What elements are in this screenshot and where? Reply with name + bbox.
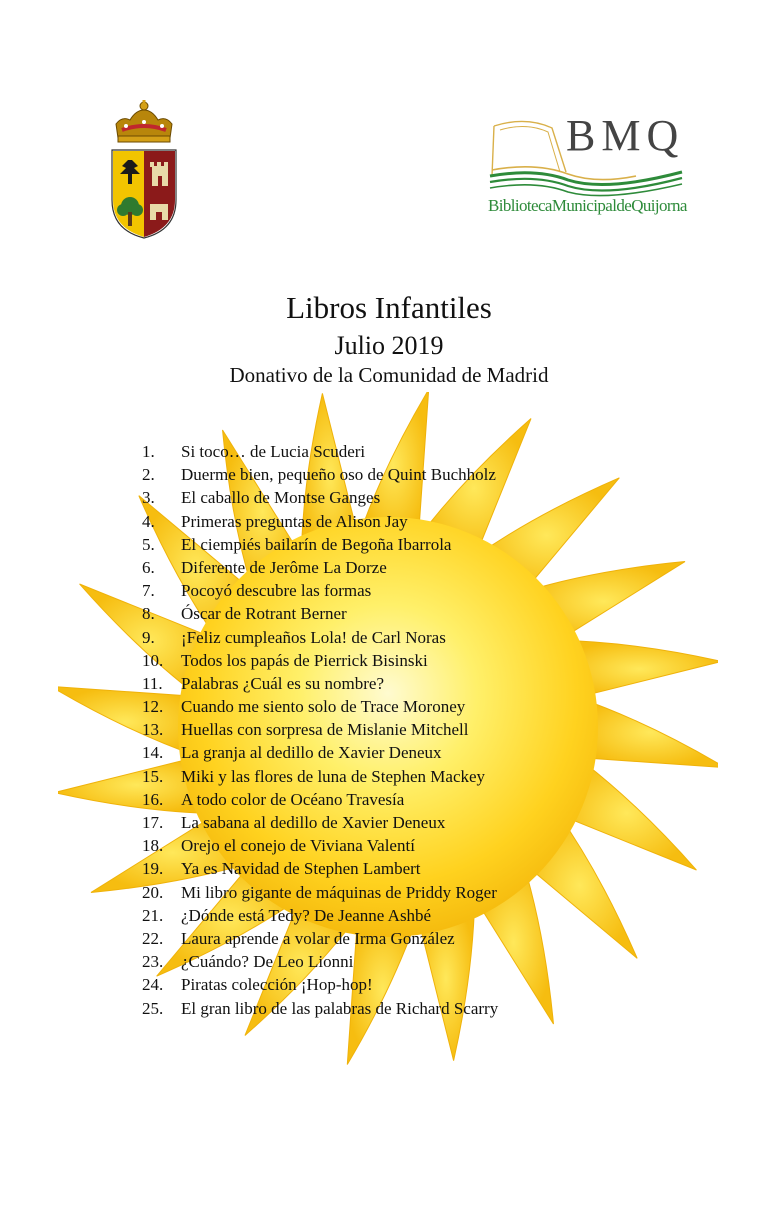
list-item-number: 2. (142, 465, 155, 485)
list-item (0, 533, 778, 556)
list-item (0, 997, 778, 1020)
list-item (0, 927, 778, 950)
book-title: Miki y las flores de luna de Stephen Mackey (181, 766, 486, 786)
book-title: ¡Feliz cumpleaños Lola! de Carl Noras (181, 627, 446, 647)
page-title: Libros Infantiles (286, 290, 492, 325)
list-item (0, 788, 778, 811)
list-item-number: 9. (142, 627, 155, 647)
list-item (0, 973, 778, 996)
list-item-number: 14. (142, 743, 164, 763)
list-item (0, 695, 778, 718)
list-item (0, 510, 778, 533)
list-item-number: 25. (142, 998, 164, 1018)
list-item (0, 626, 778, 649)
list-item (0, 904, 778, 927)
list-item-number: 7. (142, 581, 155, 601)
list-item-number: 19. (142, 859, 164, 879)
book-title: Huellas con sorpresa de Mislanie Mitchell (181, 720, 469, 740)
book-title: La granja al dedillo de Xavier Deneux (181, 743, 442, 763)
book-title: A todo color de Océano Travesía (181, 789, 405, 809)
list-item-number: 10. (142, 650, 164, 670)
list-item-number: 6. (142, 557, 155, 577)
book-title: Diferente de Jerôme La Dorze (181, 557, 387, 577)
book-title: El gran libro de las palabras de Richard Scarry (181, 998, 499, 1018)
list-item-number: 24. (142, 975, 164, 995)
book-title: Mi libro gigante de máquinas de Priddy Roger (181, 882, 497, 902)
list-item-number: 8. (142, 604, 155, 624)
library-logo (486, 112, 686, 222)
list-item-number: 13. (142, 720, 164, 740)
list-item-number: 17. (142, 813, 164, 832)
book-title: Piratas colección ¡Hop-hop! (181, 975, 373, 995)
book-title: Palabras ¿Cuál es su nombre? (181, 673, 384, 693)
list-item (0, 741, 778, 764)
book-title: Si toco… de Lucia Scuderi (181, 442, 366, 461)
book-title: Duerme bien, pequeño oso de Quint Buchholz (181, 465, 496, 485)
book-title: El caballo de Montse Ganges (181, 488, 381, 508)
list-item-number: 18. (142, 836, 164, 856)
list-item-number: 3. (142, 488, 155, 508)
book-title: ¿Dónde está Tedy? De Jeanne Ashbé (181, 905, 432, 925)
book-title: Pocoyó descubre las formas (181, 581, 372, 601)
list-item (0, 765, 778, 788)
list-item (0, 486, 778, 509)
list-item (0, 718, 778, 741)
list-item (0, 649, 778, 672)
list-item (0, 857, 778, 880)
list-item (0, 556, 778, 579)
list-item-number: 16. (142, 789, 164, 809)
list-item-number: 15. (142, 766, 164, 786)
coat-of-arms-icon (108, 100, 180, 242)
crown-icon (116, 100, 172, 142)
list-item-number: 20. (142, 882, 164, 902)
list-item-number: 22. (142, 928, 164, 948)
book-title: Todos los papás de Pierrick Bisinski (181, 650, 428, 670)
book-title: Ya es Navidad de Stephen Lambert (181, 859, 421, 879)
book-title: Óscar de Rotrant Berner (181, 604, 347, 624)
book-title: ¿Cuándo? De Leo Lionni (181, 952, 354, 972)
book-title: Orejo el conejo de Viviana Valentí (181, 836, 415, 856)
library-acronym: BMQ (566, 111, 685, 160)
list-item-number: 12. (142, 697, 164, 717)
list-item (0, 440, 778, 463)
list-item (0, 463, 778, 486)
book-title: Primeras preguntas de Alison Jay (181, 511, 408, 531)
library-full-name: BibliotecaMunicipaldeQuijorna (488, 196, 687, 215)
page-subtitle: Julio 2019 (334, 331, 444, 360)
list-item-number: 21. (142, 905, 164, 925)
list-item-number: 11. (142, 673, 163, 693)
book-title: Laura aprende a volar de Irma González (181, 928, 455, 948)
list-item (0, 950, 778, 973)
list-item (0, 881, 778, 904)
book-title: El ciempiés bailarín de Begoña Ibarrola (181, 534, 452, 554)
list-item (0, 579, 778, 602)
list-item (0, 672, 778, 695)
list-item (0, 602, 778, 625)
list-item (0, 834, 778, 857)
list-item-number: 1. (142, 442, 155, 461)
list-item (0, 811, 778, 834)
book-title: La sabana al dedillo de Xavier Deneux (181, 813, 446, 832)
book-list (0, 440, 778, 1020)
list-item-number: 23. (142, 952, 164, 972)
list-item-number: 5. (142, 534, 155, 554)
list-item-number: 4. (142, 511, 155, 531)
donation-note: Donativo de la Comunidad de Madrid (229, 363, 549, 387)
book-title: Cuando me siento solo de Trace Moroney (181, 697, 466, 717)
